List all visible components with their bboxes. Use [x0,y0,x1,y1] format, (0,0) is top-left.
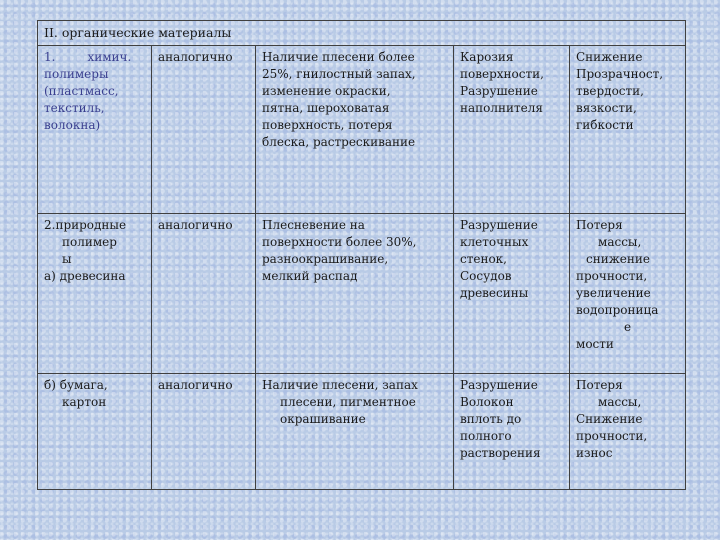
result-cell [570,46,686,214]
result-line: износ [576,446,613,460]
table-row [38,374,686,490]
signs-line: окрашивание [280,412,366,426]
table-row [38,214,686,374]
changes-line: растворения [460,446,541,460]
signs-line: пятна, шероховатая [262,101,390,115]
signs-line: изменение окраски, [262,84,391,98]
result-line: прочности, [576,429,648,443]
changes-line: поверхности, [460,67,544,81]
changes-line: вплоть до [460,412,522,426]
result-line: Прозрачност, [576,67,664,81]
changes-line: клеточных [460,235,529,249]
result-line: водопроница [576,303,659,317]
signs-line: разноокрашивание, [262,252,389,266]
changes-line: наполнителя [460,101,543,115]
material-cell [38,214,152,374]
changes-line: Сосудов [460,269,512,283]
signs-line: блеска, растрескивание [262,135,416,149]
material-line: б) бумага, [44,378,108,392]
result-line: Снижение [576,412,643,426]
result-line: е [623,320,632,334]
result-line: массы, [598,235,642,249]
material-line: волокна) [44,118,101,132]
table-title-cell [38,21,686,46]
material-cell [38,374,152,490]
signs-cell [256,46,454,214]
changes-cell [454,214,570,374]
organic-materials-table [37,20,686,490]
similar-text: аналогично [158,50,233,64]
result-line: Снижение [576,50,643,64]
signs-line: плесени, пигментное [280,395,416,409]
table-title: II. органические материалы [44,25,232,40]
material-line: 1. [44,50,56,64]
signs-cell [256,374,454,490]
changes-cell [454,374,570,490]
material-line: картон [62,395,107,409]
material-cell [38,46,152,214]
material-line: 2.природные [44,218,127,232]
title-row [38,21,686,46]
changes-line: древесины [460,286,529,300]
changes-line: Разрушение [460,84,538,98]
result-line: гибкости [576,118,634,132]
similar-cell [152,214,256,374]
changes-line: стенок, [460,252,507,266]
result-line: массы, [598,395,642,409]
result-line: Потеря [576,218,623,232]
result-line: Потеря [576,378,623,392]
material-line: (пластмасс, [44,84,119,98]
result-line: увеличение [576,286,651,300]
result-cell [570,374,686,490]
result-cell [570,214,686,374]
signs-line: мелкий распад [262,269,358,283]
signs-line: 25%, гнилостный запах, [262,67,416,81]
similar-cell [152,46,256,214]
changes-cell [454,46,570,214]
result-line: вязкости, [576,101,637,115]
signs-line: Наличие плесени, запах [262,378,418,392]
material-line: а) древесина [44,269,126,283]
signs-cell [256,214,454,374]
changes-line: Разрушение [460,218,538,232]
signs-line: Плесневение на [262,218,365,232]
similar-text: аналогично [158,218,233,232]
result-line: твердости, [576,84,644,98]
result-line: мости [576,337,614,351]
changes-line: Волокон [460,395,514,409]
material-line: полимеры [44,67,109,81]
result-line: прочности, [576,269,648,283]
signs-line: поверхность, потеря [262,118,393,132]
similar-text: аналогично [158,378,233,392]
similar-cell [152,374,256,490]
result-line: снижение [586,252,650,266]
material-line: текстиль, [44,101,105,115]
changes-line: Карозия [460,50,514,64]
table-row [38,46,686,214]
material-line: химич. [87,50,132,64]
material-line: ы [62,252,72,266]
changes-line: Разрушение [460,378,538,392]
changes-line: полного [460,429,512,443]
material-line: полимер [62,235,117,249]
signs-line: Наличие плесени более [262,50,415,64]
signs-line: поверхности более 30%, [262,235,417,249]
